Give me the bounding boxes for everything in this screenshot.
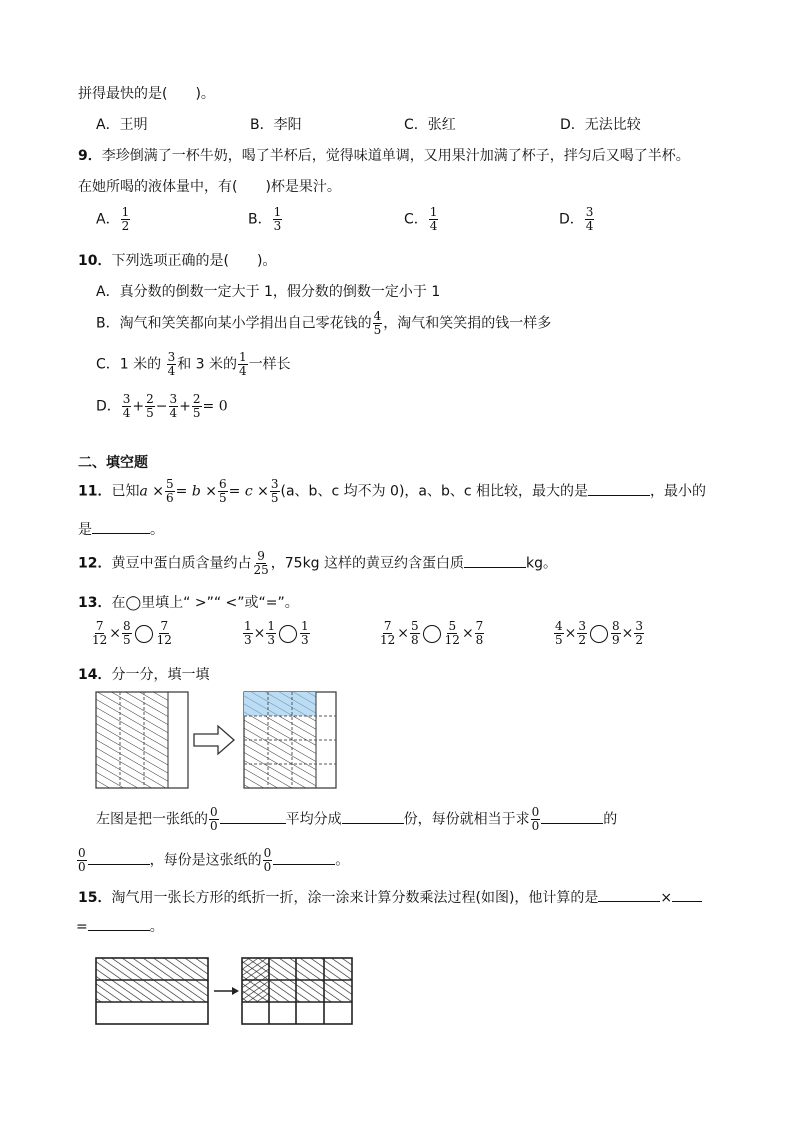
fraction: $\frac{7}{8}$ <box>475 619 484 647</box>
q13-item-4: $\frac{4}{5}$ × $\frac{3}{2}$ $\frac{8}{9}$ × $\frac{3}{2}$ <box>555 619 644 647</box>
q11-line2: 是 。 <box>78 519 164 539</box>
fraction-box: $\frac{0}{0}$ <box>78 846 86 874</box>
fraction: $\frac{3}{4}$ <box>122 392 131 420</box>
fraction: $\frac{9}{25}$ <box>253 549 269 577</box>
answer-blank[interactable] <box>88 916 150 931</box>
arrow-icon <box>194 726 234 754</box>
fraction: $\frac{6}{5}$ <box>219 477 227 505</box>
fraction: $\frac{1}{3}$ <box>244 619 252 647</box>
fraction: $\frac{5}{8}$ <box>411 619 419 647</box>
q15-figure <box>92 952 358 1028</box>
paper-after <box>242 958 352 1024</box>
q8-option-a[interactable]: A．王明 <box>96 117 148 133</box>
q15-line1: 15．淘气用一张长方形的纸折一折，涂一涂来计算分数乘法过程(如图)，他计算的是 × <box>78 887 702 907</box>
q9-line2: 在她所喝的液体量中，有( )杯是果汁。 <box>78 179 341 195</box>
fraction: $\frac{1}{4}$ <box>429 205 438 233</box>
compare-circle[interactable] <box>590 625 608 643</box>
fraction: $\frac{4}{5}$ <box>555 619 563 647</box>
q10-option-a[interactable]: A．真分数的倒数一定大于 1，假分数的倒数一定小于 1 <box>96 284 441 300</box>
q8-option-b[interactable]: B．李阳 <box>250 117 302 133</box>
fraction: $\frac{3}{2}$ <box>635 619 644 647</box>
q14-line1: 左图是把一张纸的 $\frac{0}{0}$ 平均分成 份，每份就相当于求 $\frac{0}{0}$ 的 <box>96 805 618 833</box>
q9-line1: 李珍倒满了一杯牛奶，喝了半杯后，觉得味道单调，又用果汁加满了杯子，拌匀后又喝了半杯。 <box>101 148 690 164</box>
q9-option-c[interactable]: C． $\frac{1}{4}$ <box>404 205 438 233</box>
fraction: $\frac{1}{3}$ <box>267 619 276 647</box>
q10-option-d[interactable]: D． $\frac{3}{4}$ + $\frac{2}{5}$ − $\frac{3}{4}$ + $\frac{2}{5}$ = 0 <box>96 392 228 420</box>
q8-option-c[interactable]: C．张红 <box>404 117 456 133</box>
fraction: $\frac{3}{4}$ <box>167 350 176 378</box>
q14-line2: $\frac{0}{0}$ ，每份是这张纸的 $\frac{0}{0}$ 。 <box>78 846 350 874</box>
q9-number: 9． <box>78 148 102 164</box>
q10-stem: 10．下列选项正确的是( )。 <box>78 253 277 269</box>
answer-blank[interactable] <box>672 887 702 902</box>
answer-blank[interactable] <box>541 809 603 824</box>
right-paper <box>244 692 336 788</box>
fraction: $\frac{1}{3}$ <box>273 205 282 233</box>
fraction: $\frac{2}{5}$ <box>192 392 201 420</box>
arrow-icon <box>214 987 239 995</box>
q9-option-a[interactable]: A． $\frac{1}{2}$ <box>96 205 130 233</box>
q9-stem <box>78 145 690 165</box>
fraction: $\frac{1}{3}$ <box>301 619 309 647</box>
fraction: $\frac{7}{12}$ <box>92 619 108 647</box>
fraction: $\frac{4}{5}$ <box>373 309 382 337</box>
answer-blank[interactable] <box>588 481 650 496</box>
q13-item-3: $\frac{7}{12}$ × $\frac{5}{8}$ $\frac{5}{12}$ × $\frac{7}{8}$ <box>380 619 484 647</box>
q14-stem: 14．分一分，填一填 <box>78 667 210 683</box>
q13-stem: 13．在◯里填上“ >”“ <”或“=”。 <box>78 595 299 611</box>
answer-blank[interactable] <box>88 850 150 865</box>
compare-circle[interactable] <box>279 625 297 643</box>
q14-figure <box>90 688 350 792</box>
q9-option-d[interactable]: D． $\frac{3}{4}$ <box>559 205 594 233</box>
fraction: $\frac{1}{4}$ <box>239 350 247 378</box>
fraction: $\frac{5}{12}$ <box>444 619 460 647</box>
fraction: $\frac{7}{12}$ <box>156 619 172 647</box>
answer-blank[interactable] <box>342 809 404 824</box>
q15-line2: = 。 <box>76 916 164 936</box>
fraction: $\frac{1}{2}$ <box>121 205 130 233</box>
answer-blank[interactable] <box>220 809 286 824</box>
fraction-box: $\frac{0}{0}$ <box>263 846 272 874</box>
q10-number: 10． <box>78 253 112 269</box>
fraction-box: $\frac{0}{0}$ <box>531 805 540 833</box>
q13-item-1: $\frac{7}{12}$ × $\frac{8}{5}$ $\frac{7}{12}$ <box>92 619 172 647</box>
fraction: $\frac{3}{4}$ <box>169 392 178 420</box>
q10-option-b[interactable]: B．淘气和笑笑都向某小学捐出自己零花钱的 $\frac{4}{5}$ ，淘气和笑笑捐的钱一样多 <box>96 309 552 337</box>
q8-text: 拼得最快的是( )。 <box>78 86 215 102</box>
answer-blank[interactable] <box>464 553 526 568</box>
fraction: $\frac{5}{6}$ <box>166 477 174 505</box>
paper-before <box>96 958 208 1024</box>
fraction-box: $\frac{0}{0}$ <box>210 805 218 833</box>
section-title: 二、填空题 <box>78 455 148 471</box>
left-paper <box>96 692 188 788</box>
q9-option-b[interactable]: B． $\frac{1}{3}$ <box>248 205 282 233</box>
q11-line1: 11．已知a × $\frac{5}{6}$ = b × $\frac{6}{5}$ = c × $\frac{3}{5}$ (a、b、c 均不为 0)，a、b、c 相比较，最大的是 ，最小的 <box>78 477 707 505</box>
q10-option-c[interactable]: C．1 米的 $\frac{3}{4}$ 和 3 米的 $\frac{1}{4}$ 一样长 <box>96 350 291 378</box>
fraction: $\frac{3}{5}$ <box>270 477 279 505</box>
fraction: $\frac{2}{5}$ <box>146 392 154 420</box>
fraction: $\frac{8}{9}$ <box>612 619 620 647</box>
fraction: $\frac{8}{5}$ <box>123 619 131 647</box>
q12: 12．黄豆中蛋白质含量约占 $\frac{9}{25}$ ，75kg 这样的黄豆约含蛋白质 kg。 <box>78 549 558 577</box>
compare-circle[interactable] <box>135 625 153 643</box>
compare-circle[interactable] <box>423 625 441 643</box>
q13-item-2: $\frac{1}{3}$ × $\frac{1}{3}$ $\frac{1}{3}$ <box>244 619 309 647</box>
answer-blank[interactable] <box>598 887 660 902</box>
fraction: $\frac{3}{2}$ <box>578 619 587 647</box>
answer-blank[interactable] <box>92 519 150 534</box>
fraction: $\frac{3}{4}$ <box>585 205 594 233</box>
fraction: $\frac{7}{12}$ <box>380 619 396 647</box>
answer-blank[interactable] <box>273 850 335 865</box>
q8-option-d[interactable]: D．无法比较 <box>560 117 641 133</box>
